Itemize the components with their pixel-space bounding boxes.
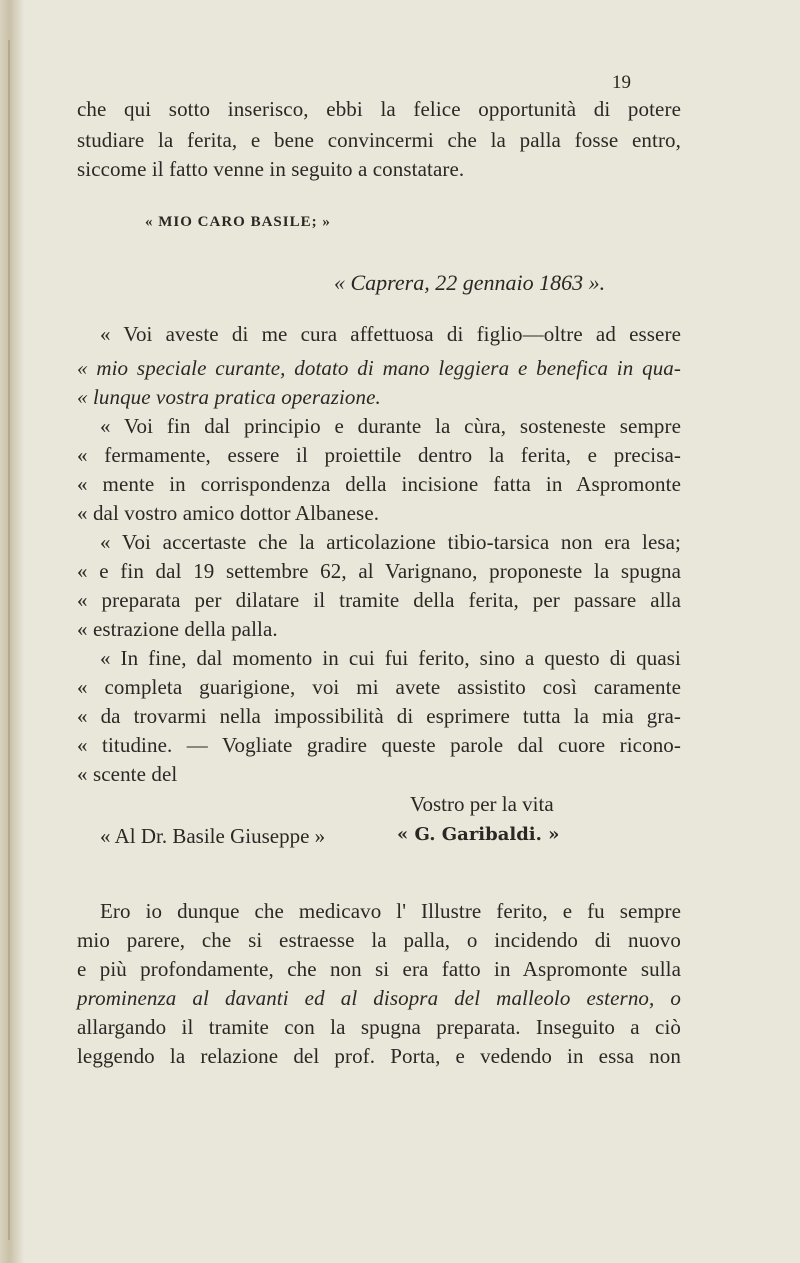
- body-line: Ero io dunque che medicavo l' Illustre ferito, e fu sempre: [100, 899, 681, 923]
- book-gutter: [0, 0, 24, 1263]
- letter-line: « da trovarmi nella impossibilità di esprimere tutta la mia gra-: [77, 704, 681, 728]
- letter-line: « Voi fin dal principio e durante la cùra, sosteneste sempre: [100, 414, 681, 438]
- letter-line: « fermamente, essere il proiettile dentro la ferita, e precisa-: [77, 443, 681, 467]
- body-line: e più profondamente, che non si era fatto in Aspromonte sulla: [77, 957, 681, 981]
- letter-line: « In fine, dal momento in cui fui ferito, sino a questo di quasi: [100, 646, 681, 670]
- letter-line: « estrazione della palla.: [77, 617, 278, 641]
- letter-line: « preparata per dilatare il tramite della ferita, per passare alla: [77, 588, 681, 612]
- body-line: allargando il tramite con la spugna preparata. Inseguito a ciò: [77, 1015, 681, 1039]
- letter-line: « Voi aveste di me cura affettuosa di figlio—oltre ad essere: [100, 322, 681, 346]
- letter-salutation: « MIO CARO BASILE; »: [145, 214, 331, 230]
- body-line: mio parere, che si estraesse la palla, o incidendo di nuovo: [77, 928, 681, 952]
- letter-line: « scente del: [77, 762, 178, 786]
- letter-line: « titudine. — Vogliate gradire queste parole dal cuore ricono-: [77, 733, 681, 757]
- letter-closing: Vostro per la vita: [410, 792, 554, 816]
- letter-line: « e fin dal 19 settembre 62, al Varignano, proponeste la spugna: [77, 559, 681, 583]
- intro-line: siccome il fatto venne in seguito a constatare.: [77, 157, 465, 181]
- letter-addressee: « Al Dr. Basile Giuseppe »: [100, 824, 326, 848]
- intro-line: che qui sotto inserisco, ebbi la felice opportunità di potere: [77, 97, 681, 121]
- letter-dateline: « Caprera, 22 gennaio 1863 ».: [334, 270, 606, 295]
- letter-line: « lunque vostra pratica operazione.: [77, 385, 381, 409]
- letter-line: « mio speciale curante, dotato di mano leggiera e benefica in qua-: [77, 356, 681, 380]
- letter-line: « Voi accertaste che la articolazione tibio-tarsica non era lesa;: [100, 530, 681, 554]
- page-number: 19: [612, 72, 631, 93]
- body-line: prominenza al davanti ed al disopra del malleolo esterno, o: [77, 986, 681, 1010]
- letter-line: « completa guarigione, voi mi avete assistito così caramente: [77, 675, 681, 699]
- gutter-line: [8, 40, 10, 1240]
- letter-signature: « G. Garibaldi. »: [397, 824, 560, 845]
- body-line: leggendo la relazione del prof. Porta, e vedendo in essa non: [77, 1044, 681, 1068]
- letter-line: « dal vostro amico dottor Albanese.: [77, 501, 380, 525]
- intro-line: studiare la ferita, e bene convincermi che la palla fosse entro,: [77, 128, 681, 152]
- letter-line: « mente in corrispondenza della incisione fatta in Aspromonte: [77, 472, 681, 496]
